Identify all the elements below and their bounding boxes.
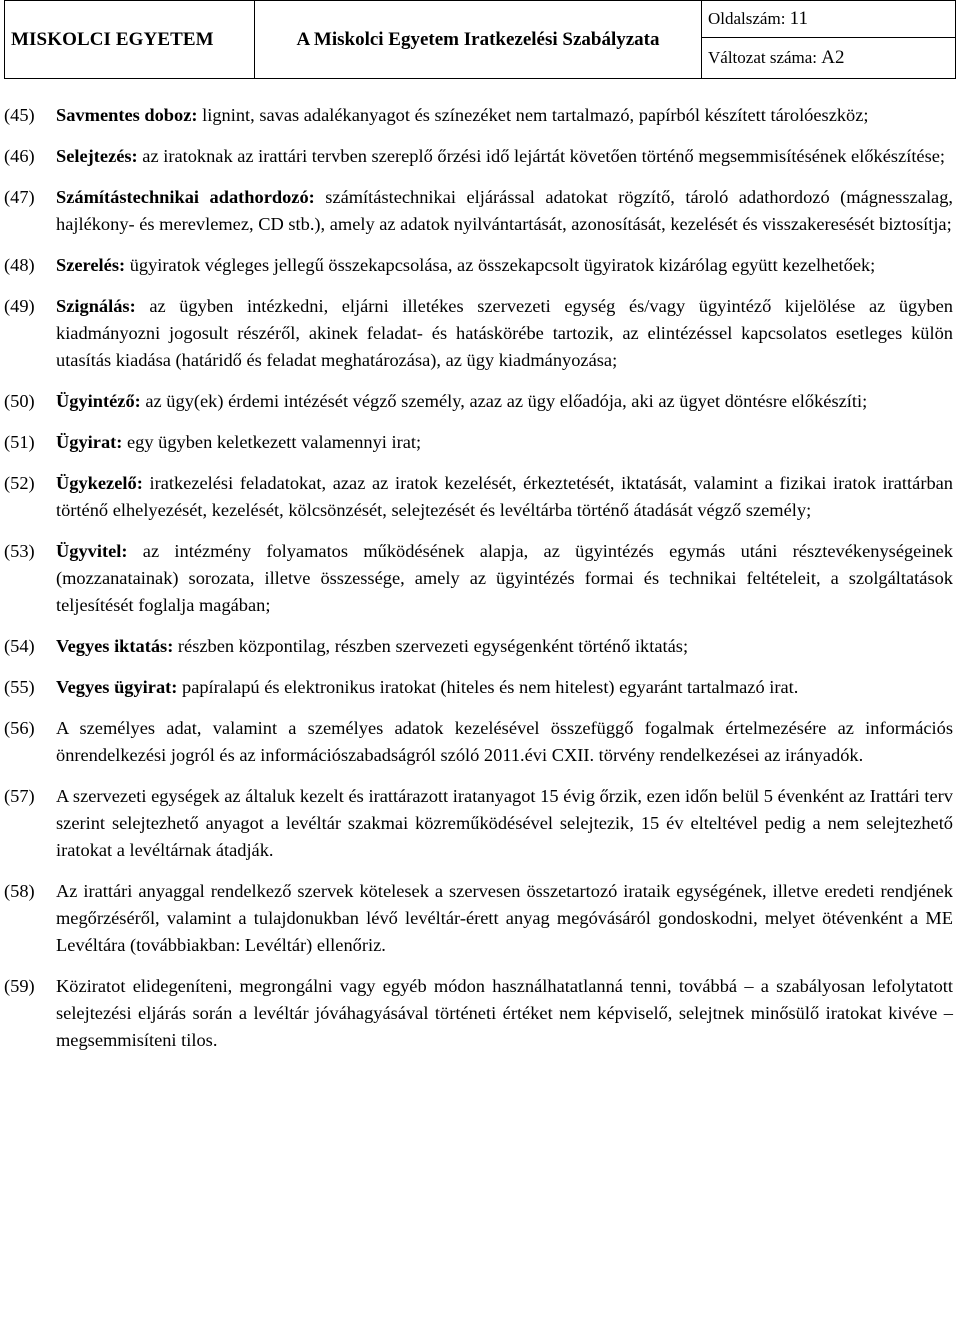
item-term: Ügykezelő: <box>56 473 143 493</box>
definitions-list <box>0 102 960 1068</box>
list-item <box>0 184 960 238</box>
list-item <box>0 429 960 456</box>
list-item <box>0 388 960 415</box>
list-item <box>0 715 960 769</box>
list-item <box>0 538 960 619</box>
item-number: (47) <box>4 187 35 207</box>
item-term: Vegyes iktatás: <box>56 636 174 656</box>
item-number: (49) <box>4 296 35 316</box>
university-name: MISKOLCI EGYETEM <box>5 1 255 79</box>
list-item <box>0 783 960 864</box>
item-text: papíralapú és elektronikus iratokat (hiteles és nem hitelest) egyaránt tartalmazó irat. <box>177 677 799 697</box>
item-term: Szerelés: <box>56 255 126 275</box>
item-number: (52) <box>4 473 35 493</box>
item-text: A személyes adat, valamint a személyes adatok kezelésével összefüggő fogalmak értelmezésére az információs önrendelkezési jogról és az információszabadságról szóló 2011.évi CXII. törvény rendelkezései az irányadók. <box>56 718 953 765</box>
list-item <box>0 973 960 1054</box>
item-text: egy ügyben keletkezett valamennyi irat; <box>122 432 422 452</box>
item-text: ügyiratok végleges jellegű összekapcsolása, az összekapcsolt ügyiratok kizárólag együtt kezelhetőek; <box>125 255 876 275</box>
item-number: (53) <box>4 541 35 561</box>
item-text: az ügy(ek) érdemi intézését végző személy, azaz az ügy előadója, aki az ügyet döntésre előkészíti; <box>140 391 868 411</box>
item-term: Ügyirat: <box>56 432 123 452</box>
item-number: (45) <box>4 105 35 125</box>
version-label: Változat száma: <box>708 48 818 67</box>
page-number-cell <box>702 1 956 38</box>
item-text: Köziratot elidegeníteni, megrongálni vagy egyéb módon használhatatlanná tenni, továbbá – a szabályosan lefolytatott selejtezési eljárás során a levéltár jóváhagyásával történeti értéket nem képviselő, selejtnek minősülő iratokat kivéve – megsemmisíteni tilos. <box>56 976 953 1050</box>
item-term: Ügyintéző: <box>56 391 141 411</box>
item-text: A szervezeti egységek az általuk kezelt és irattárazott iratanyagot 15 évig őrzik, ezen időn belül 5 évenként az Irattári terv szerint selejtezhető anyagot a levéltár szakmai közreműködésével selejtezik, 15 év elteltével pedig a nem selejtezhető iratokat a levéltárnak átadják. <box>56 786 953 860</box>
document-header <box>4 0 956 79</box>
item-text: részben központilag, részben szervezeti egységenként történő iktatás; <box>173 636 689 656</box>
version-value: A2 <box>821 47 845 68</box>
page-number: 11 <box>789 8 808 29</box>
item-text: az iratoknak az irattári tervben szereplő őrzési idő lejártát követően történő megsemmisítésének előkészítése; <box>137 146 946 166</box>
item-number: (48) <box>4 255 35 275</box>
list-item <box>0 293 960 374</box>
item-term: Savmentes doboz: <box>56 105 198 125</box>
item-number: (46) <box>4 146 35 166</box>
list-item <box>0 674 960 701</box>
page-label: Oldalszám: <box>708 9 786 28</box>
item-term: Szignálás: <box>56 296 136 316</box>
item-text: lignint, savas adalékanyagot és színezéket nem tartalmazó, papírból készített tárolóeszköz; <box>197 105 869 125</box>
item-number: (59) <box>4 976 35 996</box>
item-number: (56) <box>4 718 35 738</box>
item-number: (55) <box>4 677 35 697</box>
item-number: (50) <box>4 391 35 411</box>
item-number: (58) <box>4 881 35 901</box>
item-number: (54) <box>4 636 35 656</box>
version-cell <box>702 38 956 79</box>
list-item <box>0 252 960 279</box>
item-text: iratkezelési feladatokat, azaz az iratok kezelését, érkeztetését, iktatását, valamint a fizikai iratok irattárban történő elhelyezését, kezelését, kölcsönzését, selejtezését és levéltárba történő átadását végző személy; <box>56 473 953 520</box>
document-title: A Miskolci Egyetem Iratkezelési Szabályzata <box>255 1 702 79</box>
item-term: Selejtezés: <box>56 146 138 166</box>
item-term: Számítástechnikai adathordozó: <box>56 187 315 207</box>
item-text: az intézmény folyamatos működésének alapja, az ügyintézés egymás utáni résztevékenységeinek (mozzanatainak) sorozata, illetve összessége, amely az ügyintézés formai és technikai feltételeit, a szolgáltatások teljesítését foglalja magában; <box>56 541 953 615</box>
item-number: (51) <box>4 432 35 452</box>
item-text: számítástechnikai eljárással adatokat rögzítő, tároló adathordozó (mágnesszalag, hajlékony- és merevlemez, CD stb.), amely az adatok nyilvántartását, azonosítását, kezelését és visszakeresését biztosítja; <box>56 187 954 234</box>
item-term: Vegyes ügyirat: <box>56 677 178 697</box>
list-item <box>0 102 960 129</box>
item-text: Az irattári anyaggal rendelkező szervek kötelesek a szervesen összetartozó irataik egységének, illetve eredeti rendjének megőrzéséről, valamint a tulajdonukban lévő levéltár-érett anyag megóvásáról gondoskodni, melyet ötévenként a ME Levéltára (továbbiakban: Levéltár) ellenőriz. <box>56 881 953 955</box>
list-item <box>0 470 960 524</box>
list-item <box>0 878 960 959</box>
item-number: (57) <box>4 786 35 806</box>
item-term: Ügyvitel: <box>56 541 128 561</box>
list-item <box>0 633 960 660</box>
list-item <box>0 143 960 170</box>
item-text: az ügyben intézkedni, eljárni illetékes szervezeti egység és/vagy ügyintéző kijelölése az ügyben kiadmányozni jogosult részéről, akinek feladat- és hatáskörébe tartozik, az elintézéssel kapcsolatos esetleges külön utasítás kiadása (határidő és feladat meghatározása), az ügy kiadmányozása; <box>56 296 953 370</box>
